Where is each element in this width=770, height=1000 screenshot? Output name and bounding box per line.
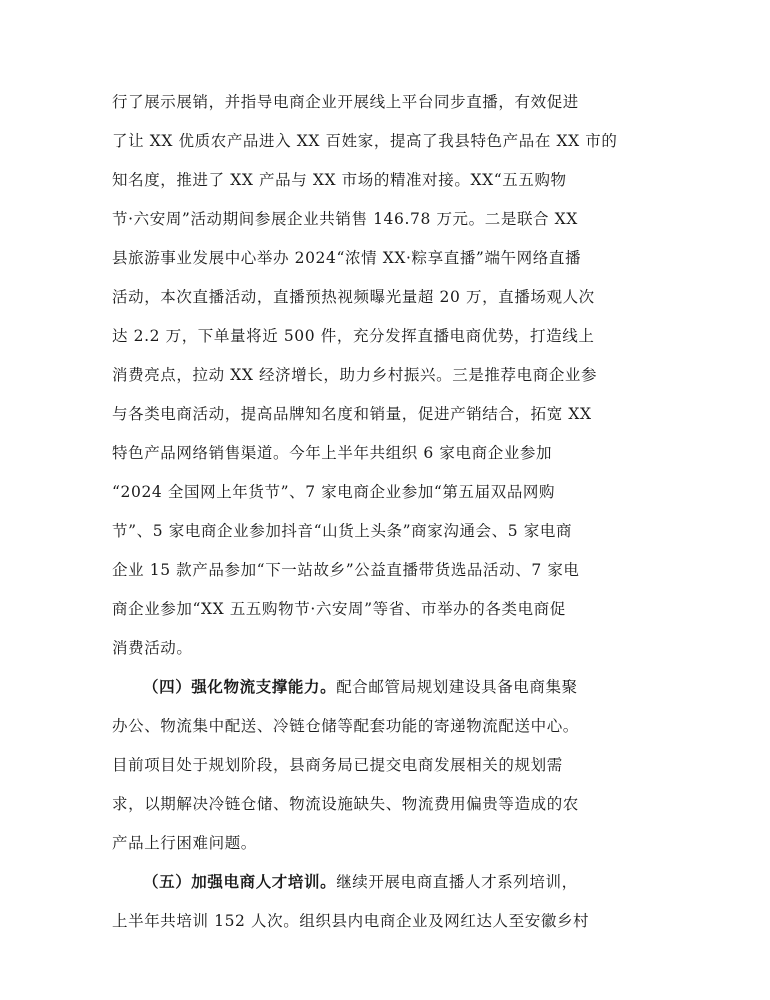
paragraph-line: 商企业参加“XX 五五购物节·六安周”等省、市举办的各类电商促 — [112, 600, 566, 618]
paragraph-line: 节”、5 家电商企业参加抖音“山货上头条”商家沟通会、5 家电商 — [112, 522, 573, 540]
paragraph-line: 县旅游事业发展中心举办 2024“浓情 XX·粽享直播”端午网络直播 — [112, 249, 582, 267]
paragraph-line: 节·六安周”活动期间参展企业共销售 146.78 万元。二是联合 XX — [112, 210, 578, 228]
paragraph-line: 知名度，推进了 XX 产品与 XX 市场的精准对接。XX“五五购物 — [112, 171, 567, 189]
paragraph-line: 了让 XX 优质农产品进入 XX 百姓家，提高了我县特色产品在 XX 市的 — [112, 132, 618, 150]
paragraph-line: 上半年共培训 152 人次。组织县内电商企业及网红达人至安徽乡村 — [112, 912, 590, 930]
paragraph-line: 办公、物流集中配送、冷链仓储等配套功能的寄递物流配送中心。 — [112, 717, 579, 735]
paragraph-line: 消费亮点，拉动 XX 经济增长，助力乡村振兴。三是推荐电商企业参 — [112, 366, 598, 384]
paragraph-line: 活动，本次直播活动，直播预热视频曝光量超 20 万，直播场观人次 — [112, 288, 595, 306]
section-5-heading: （五）加强电商人才培训。 — [143, 872, 337, 891]
paragraph-line: 达 2.2 万，下单量将近 500 件，充分发挥直播电商优势，打造线上 — [112, 327, 595, 345]
section-5-text: 继续开展电商直播人才系列培训， — [336, 873, 578, 891]
paragraph-line: 产品上行困难问题。 — [112, 834, 257, 852]
paragraph-line: 目前项目处于规划阶段，县商务局已提交电商发展相关的规划需 — [112, 756, 563, 774]
paragraph-line: 企业 15 款产品参加“下一站故乡”公益直播带货选品活动、7 家电 — [112, 561, 580, 579]
section-5-first-line — [143, 872, 657, 892]
section-4-text: 配合邮管局规划建设具备电商集聚 — [336, 678, 578, 696]
paragraph-line: 求，以期解决冷链仓储、物流设施缺失、物流费用偏贵等造成的农 — [112, 795, 579, 813]
paragraph-line: 特色产品网络销售渠道。今年上半年共组织 6 家电商企业参加 — [112, 444, 553, 462]
section-4-first-line — [143, 677, 657, 697]
paragraph-line: “2024 全国网上年货节”、7 家电商企业参加“第五届双品网购 — [112, 483, 556, 501]
paragraph-line: 消费活动。 — [112, 639, 193, 657]
paragraph-line: 与各类电商活动，提高品牌知名度和销量，促进产销结合，拓宽 XX — [112, 405, 592, 423]
paragraph-line: 行了展示展销，并指导电商企业开展线上平台同步直播，有效促进 — [112, 93, 579, 111]
section-4-heading: （四）强化物流支撑能力。 — [143, 677, 337, 696]
